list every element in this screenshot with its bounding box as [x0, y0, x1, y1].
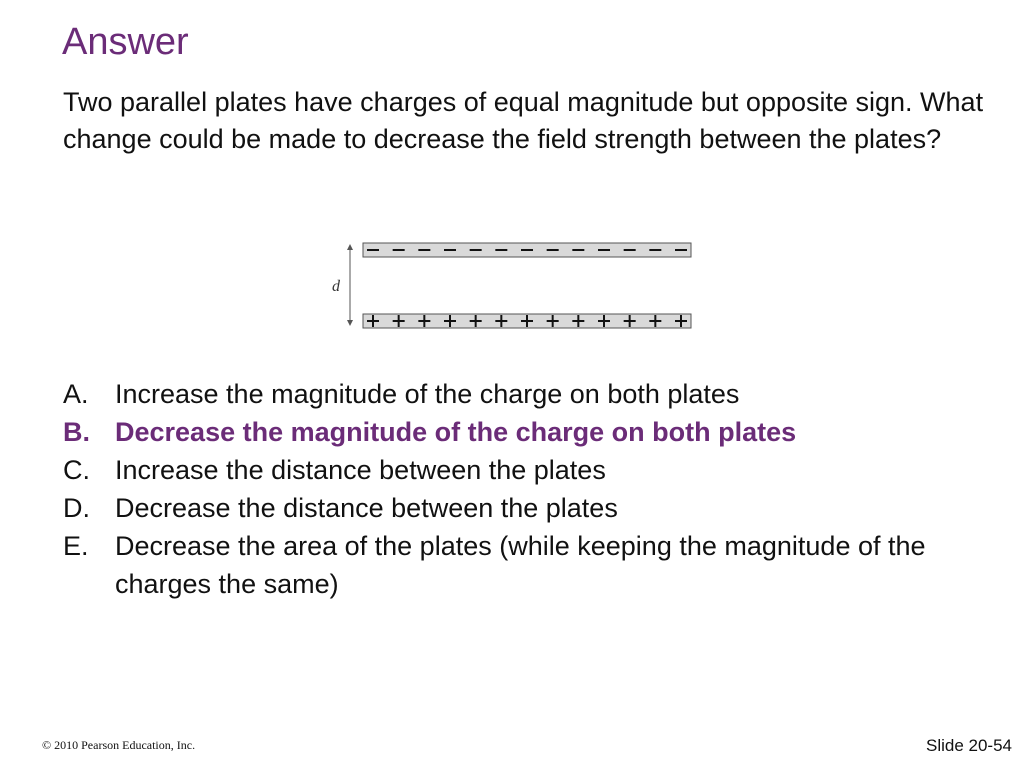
parallel-plates-figure [325, 236, 700, 336]
copyright-footer: © 2010 Pearson Education, Inc. [42, 738, 196, 752]
slide-title: Answer [62, 21, 189, 63]
answer-option-e [63, 527, 993, 603]
answer-option-b [63, 413, 993, 451]
answer-text: Increase the magnitude of the charge on both plates [115, 379, 740, 409]
distance-label: d [332, 278, 340, 295]
answer-list [63, 375, 993, 603]
answer-letter: D. [63, 493, 90, 523]
answer-letter: A. [63, 379, 89, 409]
answer-option-a [63, 375, 993, 413]
answer-letter: E. [63, 531, 89, 561]
answer-text: Increase the distance between the plates [115, 455, 606, 485]
answer-option-d [63, 489, 993, 527]
answer-text: Decrease the distance between the plates [115, 493, 618, 523]
distance-arrow-top-head [347, 244, 353, 250]
slide-number: Slide 20-54 [925, 736, 1012, 755]
answer-text: Decrease the area of the plates (while keeping the magnitude of the charges the same) [115, 531, 926, 599]
answer-text: Decrease the magnitude of the charge on both plates [115, 417, 797, 447]
question-text: Two parallel plates have charges of equal magnitude but opposite sign. What change could be made to decrease the field strength between the plates? [63, 87, 984, 154]
answer-letter: B. [63, 417, 90, 447]
answer-option-c [63, 451, 993, 489]
distance-arrow-bottom-head [347, 320, 353, 326]
answer-letter: C. [63, 455, 90, 485]
